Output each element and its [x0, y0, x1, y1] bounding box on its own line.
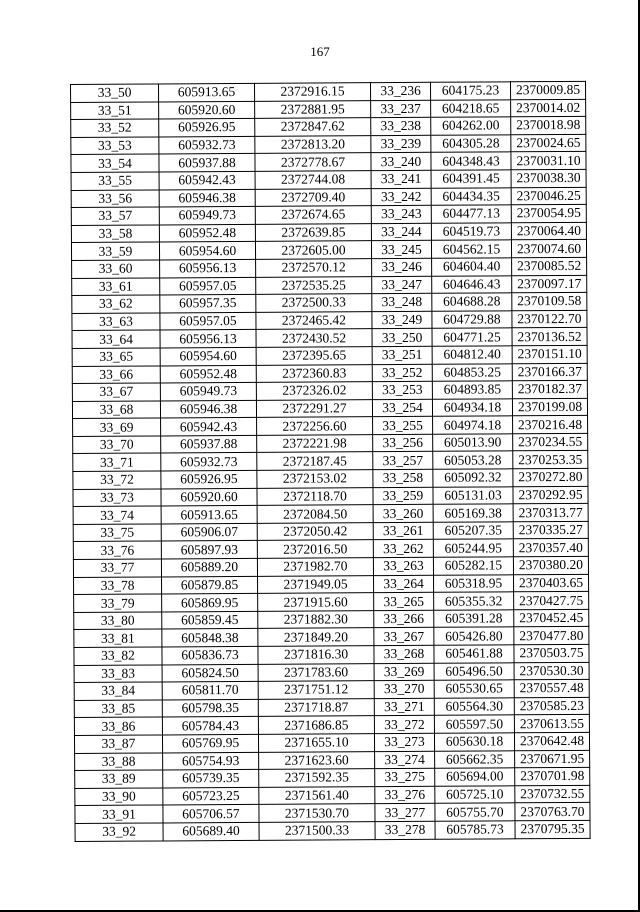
point-id-left: 33_55 — [71, 172, 159, 190]
x-coordinate-right: 604604.40 — [432, 258, 512, 276]
x-coordinate-right: 604562.15 — [431, 240, 511, 258]
y-coordinate-right: 2370122.70 — [512, 310, 587, 328]
y-coordinate-left: 2372360.83 — [256, 364, 372, 382]
y-coordinate-right: 2370671.95 — [515, 750, 590, 768]
y-coordinate-right: 2370613.55 — [514, 715, 589, 733]
x-coordinate-left: 605754.93 — [163, 752, 259, 770]
y-coordinate-left: 2372430.52 — [256, 329, 372, 347]
x-coordinate-left: 605949.73 — [159, 207, 255, 225]
x-coordinate-left: 605824.50 — [162, 664, 258, 682]
y-coordinate-left: 2372709.40 — [255, 188, 371, 206]
y-coordinate-right: 2370427.75 — [514, 592, 589, 610]
y-coordinate-left: 2372016.50 — [257, 540, 373, 558]
y-coordinate-left: 2372465.42 — [256, 311, 372, 329]
point-id-right: 33_240 — [371, 153, 431, 171]
y-coordinate-left: 2371718.87 — [258, 698, 374, 716]
point-id-right: 33_241 — [371, 170, 431, 188]
point-id-right: 33_253 — [372, 381, 432, 399]
x-coordinate-right: 605662.35 — [435, 750, 515, 768]
y-coordinate-right: 2370046.25 — [511, 187, 586, 205]
point-id-right: 33_275 — [375, 768, 435, 786]
y-coordinate-left: 2371982.70 — [257, 558, 373, 576]
x-coordinate-right: 605207.35 — [433, 522, 513, 540]
y-coordinate-right: 2370199.08 — [512, 398, 587, 416]
y-coordinate-right: 2370031.10 — [511, 152, 586, 170]
x-coordinate-left: 605956.13 — [160, 259, 256, 277]
x-coordinate-right: 605355.32 — [434, 592, 514, 610]
point-id-right: 33_267 — [374, 628, 434, 646]
point-id-left: 33_76 — [73, 541, 161, 559]
point-id-right: 33_236 — [370, 82, 430, 100]
y-coordinate-left: 2371816.30 — [258, 646, 374, 664]
x-coordinate-right: 605725.10 — [435, 786, 515, 804]
y-coordinate-right: 2370585.23 — [514, 697, 589, 715]
y-coordinate-right: 2370097.17 — [512, 275, 587, 293]
x-coordinate-right: 604934.18 — [432, 398, 512, 416]
x-coordinate-right: 605755.70 — [435, 803, 515, 821]
coordinates-table-body — [71, 81, 591, 841]
y-coordinate-left: 2371751.12 — [258, 681, 374, 699]
x-coordinate-right: 604812.40 — [432, 346, 512, 364]
y-coordinate-right: 2370064.40 — [511, 222, 586, 240]
x-coordinate-right: 605461.88 — [434, 645, 514, 663]
y-coordinate-left: 2372050.42 — [257, 522, 373, 540]
x-coordinate-right: 605053.28 — [433, 451, 513, 469]
point-id-left: 33_51 — [71, 102, 159, 120]
x-coordinate-left: 605956.13 — [160, 330, 256, 348]
x-coordinate-left: 605926.95 — [161, 470, 257, 488]
y-coordinate-right: 2370166.37 — [512, 363, 587, 381]
point-id-left: 33_77 — [73, 559, 161, 577]
y-coordinate-right: 2370795.35 — [515, 820, 590, 838]
point-id-left: 33_58 — [71, 225, 159, 243]
x-coordinate-left: 605906.07 — [161, 523, 257, 541]
x-coordinate-left: 605689.40 — [163, 822, 259, 840]
y-coordinate-left: 2372153.02 — [257, 470, 373, 488]
point-id-left: 33_60 — [72, 260, 160, 278]
x-coordinate-right: 605597.50 — [434, 715, 514, 733]
y-coordinate-right: 2370014.02 — [511, 99, 586, 117]
x-coordinate-right: 604348.43 — [431, 152, 511, 170]
x-coordinate-right: 605013.90 — [433, 434, 513, 452]
x-coordinate-right: 605496.50 — [434, 662, 514, 680]
point-id-left: 33_73 — [73, 489, 161, 507]
point-id-left: 33_92 — [75, 823, 163, 841]
point-id-right: 33_251 — [372, 346, 432, 364]
point-id-right: 33_259 — [373, 487, 433, 505]
point-id-left: 33_54 — [71, 154, 159, 172]
x-coordinate-left: 605913.65 — [161, 506, 257, 524]
x-coordinate-left: 605946.38 — [160, 400, 256, 418]
x-coordinate-right: 605694.00 — [435, 768, 515, 786]
y-coordinate-left: 2371530.70 — [259, 804, 375, 822]
y-coordinate-left: 2371623.60 — [259, 751, 375, 769]
y-coordinate-right: 2370642.48 — [514, 732, 589, 750]
point-id-right: 33_250 — [372, 329, 432, 347]
y-coordinate-right: 2370701.98 — [515, 767, 590, 785]
y-coordinate-left: 2372881.95 — [255, 100, 371, 118]
point-id-left: 33_80 — [74, 612, 162, 630]
x-coordinate-right: 605282.15 — [433, 557, 513, 575]
point-id-right: 33_258 — [373, 469, 433, 487]
point-id-right: 33_276 — [375, 786, 435, 804]
point-id-left: 33_65 — [72, 348, 160, 366]
y-coordinate-left: 2372395.65 — [256, 347, 372, 365]
point-id-right: 33_249 — [372, 311, 432, 329]
point-id-left: 33_66 — [72, 365, 160, 383]
x-coordinate-right: 605131.03 — [433, 486, 513, 504]
point-id-right: 33_265 — [374, 593, 434, 611]
point-id-left: 33_78 — [74, 577, 162, 595]
y-coordinate-left: 2371655.10 — [258, 734, 374, 752]
point-id-left: 33_56 — [71, 190, 159, 208]
y-coordinate-right: 2370380.20 — [513, 556, 588, 574]
y-coordinate-right: 2370074.60 — [511, 240, 586, 258]
point-id-left: 33_88 — [75, 753, 163, 771]
y-coordinate-right: 2370009.85 — [510, 81, 585, 99]
y-coordinate-left: 2371849.20 — [258, 628, 374, 646]
y-coordinate-right: 2370335.27 — [513, 521, 588, 539]
x-coordinate-left: 605952.48 — [159, 224, 255, 242]
point-id-right: 33_274 — [375, 751, 435, 769]
x-coordinate-left: 605811.70 — [162, 682, 258, 700]
point-id-left: 33_67 — [72, 383, 160, 401]
point-id-left: 33_75 — [73, 524, 161, 542]
x-coordinate-left: 605932.73 — [161, 453, 257, 471]
x-coordinate-right: 605391.28 — [434, 610, 514, 628]
x-coordinate-left: 605942.43 — [159, 171, 255, 189]
table-row — [75, 820, 590, 841]
point-id-right: 33_248 — [372, 293, 432, 311]
point-id-left: 33_62 — [72, 295, 160, 313]
x-coordinate-right: 604646.43 — [432, 275, 512, 293]
point-id-left: 33_83 — [74, 665, 162, 683]
y-coordinate-left: 2371949.05 — [258, 575, 374, 593]
x-coordinate-right: 605630.18 — [434, 733, 514, 751]
point-id-right: 33_262 — [373, 540, 433, 558]
point-id-right: 33_243 — [371, 205, 431, 223]
y-coordinate-right: 2370216.48 — [513, 416, 588, 434]
x-coordinate-right: 604262.00 — [431, 117, 511, 135]
point-id-right: 33_269 — [374, 663, 434, 681]
x-coordinate-left: 605879.85 — [162, 576, 258, 594]
y-coordinate-right: 2370403.65 — [514, 574, 589, 592]
x-coordinate-left: 605957.05 — [160, 277, 256, 295]
y-coordinate-right: 2370038.30 — [511, 169, 586, 187]
point-id-left: 33_69 — [73, 418, 161, 436]
y-coordinate-left: 2371500.33 — [259, 822, 375, 840]
x-coordinate-left: 605926.95 — [159, 119, 255, 137]
point-id-right: 33_242 — [371, 188, 431, 206]
y-coordinate-right: 2370234.55 — [513, 433, 588, 451]
y-coordinate-right: 2370054.95 — [511, 205, 586, 223]
y-coordinate-left: 2371561.40 — [259, 786, 375, 804]
point-id-left: 33_72 — [73, 471, 161, 489]
x-coordinate-right: 605564.30 — [434, 698, 514, 716]
point-id-right: 33_238 — [371, 117, 431, 135]
x-coordinate-left: 605869.95 — [162, 594, 258, 612]
y-coordinate-right: 2370253.35 — [513, 451, 588, 469]
x-coordinate-right: 605426.80 — [434, 627, 514, 645]
x-coordinate-left: 605913.65 — [159, 83, 255, 101]
x-coordinate-left: 605836.73 — [162, 646, 258, 664]
y-coordinate-left: 2371915.60 — [258, 593, 374, 611]
point-id-right: 33_239 — [371, 135, 431, 153]
y-coordinate-right: 2370018.98 — [511, 117, 586, 135]
y-coordinate-left: 2372916.15 — [254, 83, 370, 101]
point-id-right: 33_263 — [373, 557, 433, 575]
y-coordinate-left: 2372118.70 — [257, 487, 373, 505]
point-id-left: 33_89 — [75, 770, 163, 788]
x-coordinate-left: 605859.45 — [162, 611, 258, 629]
y-coordinate-right: 2370763.70 — [515, 803, 590, 821]
x-coordinate-left: 605889.20 — [161, 558, 257, 576]
y-coordinate-right: 2370109.58 — [512, 292, 587, 310]
x-coordinate-left: 605706.57 — [163, 805, 259, 823]
y-coordinate-right: 2370530.30 — [514, 662, 589, 680]
x-coordinate-left: 605932.73 — [159, 136, 255, 154]
x-coordinate-left: 605942.43 — [161, 418, 257, 436]
point-id-left: 33_82 — [74, 647, 162, 665]
y-coordinate-left: 2372847.62 — [255, 118, 371, 136]
y-coordinate-right: 2370452.45 — [514, 609, 589, 627]
y-coordinate-left: 2372570.12 — [256, 259, 372, 277]
point-id-right: 33_270 — [374, 680, 434, 698]
x-coordinate-left: 605957.05 — [160, 312, 256, 330]
point-id-right: 33_271 — [374, 698, 434, 716]
y-coordinate-right: 2370136.52 — [512, 328, 587, 346]
point-id-left: 33_50 — [71, 84, 159, 102]
y-coordinate-right: 2370292.95 — [513, 486, 588, 504]
x-coordinate-left: 605937.88 — [161, 435, 257, 453]
point-id-right: 33_264 — [374, 575, 434, 593]
x-coordinate-left: 605937.88 — [159, 154, 255, 172]
point-id-left: 33_91 — [75, 805, 163, 823]
point-id-right: 33_247 — [372, 276, 432, 294]
y-coordinate-right: 2370732.55 — [515, 785, 590, 803]
point-id-left: 33_71 — [73, 453, 161, 471]
y-coordinate-left: 2372778.67 — [255, 153, 371, 171]
x-coordinate-left: 605957.35 — [160, 294, 256, 312]
x-coordinate-right: 604391.45 — [431, 170, 511, 188]
x-coordinate-right: 604771.25 — [432, 328, 512, 346]
point-id-left: 33_63 — [72, 313, 160, 331]
point-id-left: 33_90 — [75, 788, 163, 806]
x-coordinate-right: 604893.85 — [432, 381, 512, 399]
y-coordinate-left: 2372291.27 — [256, 399, 372, 417]
x-coordinate-left: 605723.25 — [163, 787, 259, 805]
x-coordinate-left: 605769.95 — [162, 734, 258, 752]
x-coordinate-right: 604218.65 — [431, 99, 511, 117]
point-id-right: 33_277 — [375, 804, 435, 822]
y-coordinate-right: 2370151.10 — [512, 345, 587, 363]
point-id-left: 33_79 — [74, 594, 162, 612]
point-id-left: 33_87 — [74, 735, 162, 753]
point-id-left: 33_68 — [72, 401, 160, 419]
x-coordinate-left: 605954.60 — [160, 347, 256, 365]
point-id-left: 33_64 — [72, 330, 160, 348]
point-id-left: 33_61 — [72, 277, 160, 295]
x-coordinate-right: 604477.13 — [431, 205, 511, 223]
point-id-right: 33_252 — [372, 364, 432, 382]
x-coordinate-left: 605949.73 — [160, 382, 256, 400]
y-coordinate-left: 2371592.35 — [259, 769, 375, 787]
y-coordinate-left: 2372187.45 — [257, 452, 373, 470]
point-id-left: 33_84 — [74, 682, 162, 700]
y-coordinate-left: 2372813.20 — [255, 135, 371, 153]
x-coordinate-right: 604974.18 — [433, 416, 513, 434]
point-id-right: 33_245 — [371, 241, 431, 259]
point-id-right: 33_254 — [372, 399, 432, 417]
point-id-right: 33_246 — [372, 258, 432, 276]
point-id-left: 33_53 — [71, 137, 159, 155]
x-coordinate-left: 605784.43 — [162, 717, 258, 735]
y-coordinate-left: 2372605.00 — [255, 241, 371, 259]
x-coordinate-left: 605798.35 — [162, 699, 258, 717]
x-coordinate-left: 605954.60 — [159, 242, 255, 260]
point-id-right: 33_244 — [371, 223, 431, 241]
point-id-left: 33_59 — [71, 242, 159, 260]
x-coordinate-right: 604853.25 — [432, 363, 512, 381]
x-coordinate-left: 605848.38 — [162, 629, 258, 647]
point-id-right: 33_260 — [373, 505, 433, 523]
x-coordinate-right: 605530.65 — [434, 680, 514, 698]
point-id-right: 33_261 — [373, 522, 433, 540]
point-id-right: 33_237 — [371, 100, 431, 118]
y-coordinate-left: 2372084.50 — [257, 505, 373, 523]
y-coordinate-right: 2370357.40 — [513, 539, 588, 557]
y-coordinate-right: 2370503.75 — [514, 644, 589, 662]
x-coordinate-right: 604305.28 — [431, 135, 511, 153]
y-coordinate-left: 2371882.30 — [258, 610, 374, 628]
y-coordinate-left: 2372535.25 — [256, 276, 372, 294]
x-coordinate-right: 605169.38 — [433, 504, 513, 522]
point-id-left: 33_81 — [74, 629, 162, 647]
point-id-left: 33_52 — [71, 119, 159, 137]
x-coordinate-left: 605920.60 — [159, 101, 255, 119]
coordinates-table — [70, 81, 591, 842]
point-id-left: 33_86 — [74, 717, 162, 735]
point-id-left: 33_57 — [71, 207, 159, 225]
y-coordinate-left: 2372256.60 — [257, 417, 373, 435]
y-coordinate-left: 2371783.60 — [258, 663, 374, 681]
point-id-left: 33_70 — [73, 436, 161, 454]
y-coordinate-left: 2371686.85 — [258, 716, 374, 734]
y-coordinate-left: 2372221.98 — [257, 435, 373, 453]
coordinates-table-wrapper — [70, 81, 590, 842]
point-id-left: 33_74 — [73, 506, 161, 524]
x-coordinate-right: 605785.73 — [435, 821, 515, 839]
x-coordinate-left: 605952.48 — [160, 365, 256, 383]
y-coordinate-right: 2370182.37 — [512, 380, 587, 398]
x-coordinate-right: 604519.73 — [431, 223, 511, 241]
point-id-right: 33_272 — [374, 716, 434, 734]
point-id-right: 33_255 — [373, 417, 433, 435]
point-id-right: 33_273 — [374, 733, 434, 751]
y-coordinate-right: 2370557.48 — [514, 680, 589, 698]
x-coordinate-right: 604175.23 — [430, 82, 510, 100]
x-coordinate-right: 604688.28 — [432, 293, 512, 311]
y-coordinate-left: 2372744.08 — [255, 171, 371, 189]
point-id-right: 33_256 — [373, 434, 433, 452]
point-id-left: 33_85 — [74, 700, 162, 718]
y-coordinate-right: 2370313.77 — [513, 504, 588, 522]
x-coordinate-right: 604729.88 — [432, 311, 512, 329]
y-coordinate-right: 2370085.52 — [512, 257, 587, 275]
point-id-right: 33_278 — [375, 821, 435, 839]
x-coordinate-left: 605920.60 — [161, 488, 257, 506]
y-coordinate-left: 2372500.33 — [256, 294, 372, 312]
y-coordinate-right: 2370272.80 — [513, 468, 588, 486]
point-id-right: 33_266 — [374, 610, 434, 628]
x-coordinate-right: 604434.35 — [431, 187, 511, 205]
y-coordinate-left: 2372639.85 — [255, 223, 371, 241]
point-id-right: 33_268 — [374, 645, 434, 663]
page-number: 167 — [310, 44, 330, 59]
x-coordinate-right: 605318.95 — [434, 574, 514, 592]
y-coordinate-right: 2370477.80 — [514, 627, 589, 645]
x-coordinate-left: 605897.93 — [161, 541, 257, 559]
x-coordinate-left: 605946.38 — [159, 189, 255, 207]
x-coordinate-left: 605739.35 — [163, 770, 259, 788]
y-coordinate-left: 2372326.02 — [256, 382, 372, 400]
x-coordinate-right: 605244.95 — [433, 539, 513, 557]
point-id-right: 33_257 — [373, 452, 433, 470]
y-coordinate-left: 2372674.65 — [255, 206, 371, 224]
x-coordinate-right: 605092.32 — [433, 469, 513, 487]
y-coordinate-right: 2370024.65 — [511, 134, 586, 152]
